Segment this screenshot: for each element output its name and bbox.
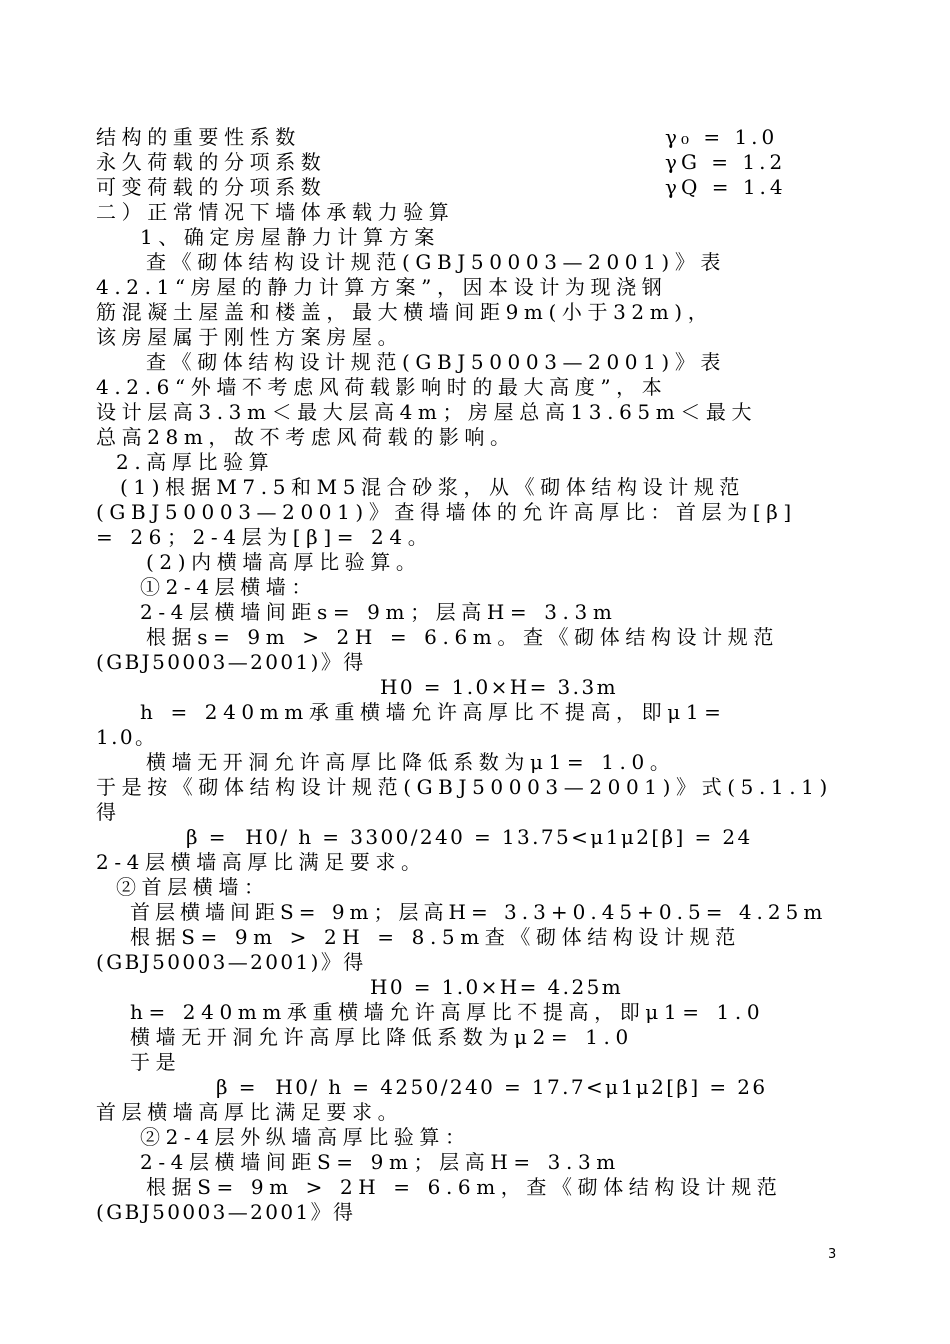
text-line: 该房屋属于刚性方案房屋。 xyxy=(96,325,404,349)
text-line: 首层横墙间距S= 9m；层高H= 3.3+0.45+0.5= 4.25m xyxy=(130,900,828,924)
text-line: ①2-4层横墙： xyxy=(140,575,318,599)
text-line: h= 240mm承重横墙允许高厚比不提高，即μ1= 1.0 xyxy=(130,1000,766,1024)
subsection-heading: 1、确定房屋静力计算方案 xyxy=(140,225,440,249)
text-line: 查《砌体结构设计规范(GBJ50003—2001)》表 xyxy=(146,250,727,274)
text-line: 4.2.1“房屋的静力计算方案”，因本设计为现浇钢 xyxy=(96,275,668,299)
text-line: 总高28m，故不考虑风荷载的影响。 xyxy=(96,425,516,449)
text-line: ②首层横墙： xyxy=(116,875,270,899)
text-line: 4.2.6“外墙不考虑风荷载影响时的最大高度”，本 xyxy=(96,375,668,399)
text-line: (GBJ50003—2001)》得 xyxy=(96,650,366,674)
text-line: (1)根据M7.5和M5混合砂浆，从《砌体结构设计规范 xyxy=(120,475,746,499)
text-line: 查《砌体结构设计规范(GBJ50003—2001)》表 xyxy=(146,350,727,374)
text-line: 2-4层横墙间距s= 9m；层高H= 3.3m xyxy=(140,600,618,624)
text-line: = 26；2-4层为[β]= 24。 xyxy=(96,525,434,549)
text-line: (GBJ50003—2001)》得 xyxy=(96,950,366,974)
text-line: (GBJ50003—2001)》查得墙体的允许高厚比：首层为[β] xyxy=(96,500,797,524)
formula-line: H0 = 1.0×H= 4.25m xyxy=(370,975,624,999)
coef-value-0: γ₀ = 1.0 xyxy=(665,125,779,149)
text-line: 横墙无开洞允许高厚比降低系数为μ2= 1.0 xyxy=(130,1025,634,1049)
formula-line: β = H0/ h = 4250/240 = 17.7<μ1μ2[β] = 26 xyxy=(216,1075,768,1099)
text-line: (GBJ50003—2001》得 xyxy=(96,1200,356,1224)
section-heading: 二）正常情况下墙体承载力验算 xyxy=(96,200,455,224)
text-line: 根据S= 9m > 2H = 6.6m，查《砌体结构设计规范 xyxy=(146,1175,783,1199)
text-line: 2-4层横墙高厚比满足要求。 xyxy=(96,850,427,874)
text-line: 得 xyxy=(96,800,122,824)
formula-line: β = H0/ h = 3300/240 = 13.75<μ1μ2[β] = 24 xyxy=(186,825,753,849)
text-line: 于是 xyxy=(130,1050,182,1074)
text-line: h = 240mm承重横墙允许高厚比不提高，即μ1= xyxy=(140,700,727,724)
coef-value-2: γQ = 1.4 xyxy=(665,175,787,199)
text-line: 根据S= 9m > 2H = 8.5m查《砌体结构设计规范 xyxy=(130,925,741,949)
coef-label-0: 结构的重要性系数 xyxy=(96,125,301,149)
text-line: ②2-4层外纵墙高厚比验算： xyxy=(140,1125,471,1149)
text-line: 根据s= 9m > 2H = 6.6m。查《砌体结构设计规范 xyxy=(146,625,779,649)
coef-value-1: γG = 1.2 xyxy=(665,150,787,174)
text-line: 2-4层横墙间距S= 9m；层高H= 3.3m xyxy=(140,1150,621,1174)
page-number: 3 xyxy=(828,1247,837,1262)
text-line: (2)内横墙高厚比验算。 xyxy=(146,550,422,574)
text-line: 横墙无开洞允许高厚比降低系数为μ1= 1.0。 xyxy=(146,750,676,774)
coef-label-2: 可变荷载的分项系数 xyxy=(96,175,327,199)
text-line: 设计层高3.3m＜最大层高4m；房屋总高13.65m＜最大 xyxy=(96,400,758,424)
coef-label-1: 永久荷载的分项系数 xyxy=(96,150,327,174)
subsection-heading: 2.高厚比验算 xyxy=(116,450,275,474)
formula-line: H0 = 1.0×H= 3.3m xyxy=(380,675,618,699)
text-line: 首层横墙高厚比满足要求。 xyxy=(96,1100,404,1124)
text-line: 1.0。 xyxy=(96,725,158,749)
text-line: 筋混凝土屋盖和楼盖，最大横墙间距9m(小于32m)， xyxy=(96,300,714,324)
text-line: 于是按《砌体结构设计规范(GBJ50003—2001)》式(5.1.1) xyxy=(96,775,833,799)
